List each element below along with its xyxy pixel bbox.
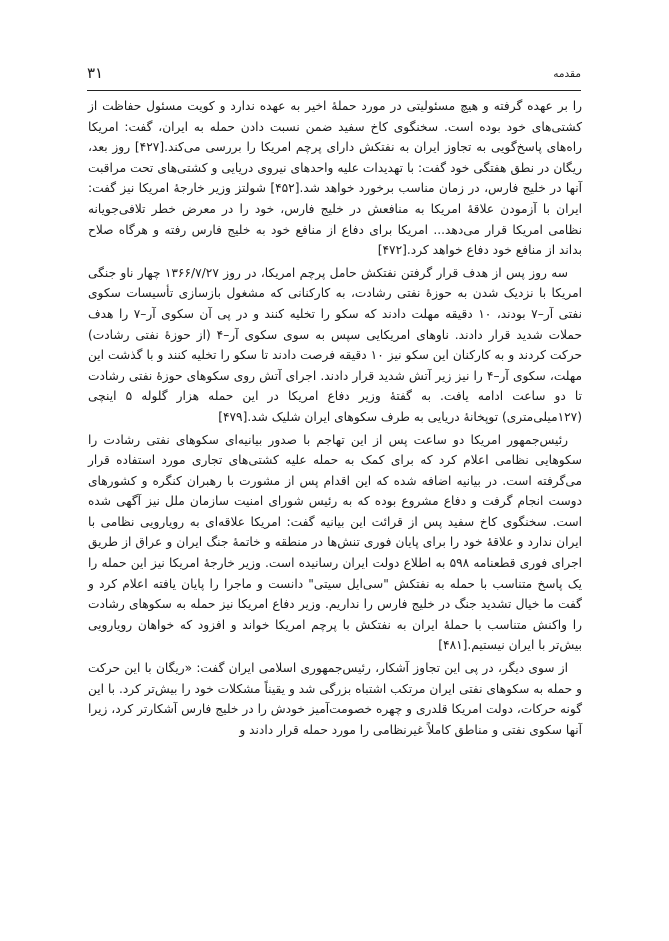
paragraph-4: از سوی دیگر، در پی این تجاوز آشکار، رئیس‌جمهوری اسلامی ایران گفت: «ریگان با این حرکت و حمله به سکوهای نفتی ایران مرتکب اشتباه بزرگی شد و یقیناً مشکلات خود را بیش‌تر کرد. با این گونه حرکات، دولت امریکا قلدری و چهره خصومت‌آمیز خودش را در خلیج فارس آشکارتر کرد، زیرا آنها سکوی نفتی و مناطق کاملاً غیرنظامی را مورد حمله قرار دادند و — [88, 661, 582, 737]
chapter-title: مقدمه — [553, 68, 581, 80]
paragraph-1: را بر عهده گرفته و هیچ مسئولیتی در مورد حملهٔ اخیر به عهده ندارد و کویت مسئول حفاظت از کشتی‌های خود بوده است. سخنگوی کاخ سفید ضمن نسبت دادن حمله به ایران، گفت: امریکا راه‌های پاسخ‌گویی به تجاوز ایران به نفتکش دارای پرچم امریکا را بررسی می‌کند.[۴۲۷] روز بعد، ریگان در نطق هفتگی خود گفت: با تهدیدات علیه واحدهای نیروی دریایی و کشتی‌های تحت مراقبت آنها در خلیج فارس، در زمان مناسب برخورد خواهد شد.[۴۵۲] شولتز وزیر خارجهٔ امریکا نیز گفت: ایران با آزمودن علاقهٔ امریکا به منافعش در خلیج فارس، خود را در معرض خطر تلافی‌جویانه نظامی امریکا قرار می‌دهد... امریکا برای دفاع از منافع خود به خلیج فارس رفته و هرگاه صلاح بداند از منافع خود دفاع خواهد کرد.[۴۷۲] — [88, 99, 583, 258]
body-text — [88, 96, 582, 740]
running-head — [87, 60, 581, 91]
page-number: ۳۱ — [87, 64, 104, 82]
paragraph-2: سه روز پس از هدف قرار گرفتن نفتکش حامل پرچم امریکا، در روز ۱۳۶۶/۷/۲۷ چهار ناو جنگی امریکا با نزدیک شدن به حوزهٔ نفتی رشادت، به کارکنانی که مشغول بازسازی تأسیسات سکوی نفتی آر–۷ بودند، ۱۰ دقیقه مهلت دادند که سکو را تخلیه کنند و در پی آن سکوی آر–۷ را هدف حملات شدید قرار دادند. ناوهای امریکایی سپس به سوی سکوی آر–۴ (از حوزهٔ نفتی رشادت) حرکت کردند و به کارکنان این سکو نیز ۱۰ دقیقه فرصت دادند تا سکو را تخلیه کنند و با گذشت این مهلت، سکوی آر–۴ را نیز زیر آتش شدید قرار دادند. اجرای آتش روی سکوهای حوزهٔ نفتی رشادت تا دو ساعت ادامه یافت. به گفتهٔ وزیر دفاع امریکا در این حمله هزار گلوله ۵ اینچی (۱۲۷میلی‌متری) توپخانهٔ دریایی به طرف سکوهای ایران شلیک شد.[۴۷۹] — [88, 265, 582, 424]
paragraph-3: رئیس‌جمهور امریکا دو ساعت پس از این تهاجم با صدور بیانیه‌ای سکوهای نفتی رشادت را سکوهایی نظامی اعلام کرد که برای کمک به حمله علیه کشتی‌های تجاری مورد استفاده قرار می‌گرفته است. در بیانیه اضافه شده که این اقدام پس از مشورت با رهبران کنگره و کشورهای دوست انجام گرفت و دفاع مشروع بوده که به رئیس شورای امنیت سازمان ملل نیز آگهی شده است. سخنگوی کاخ سفید پس از قرائت این بیانیه گفت: امریکا علاقه‌ای به رویارویی نظامی با ایران ندارد و علاقهٔ خود را برای پایان فوری تنش‌ها در منطقه و خاتمهٔ جنگ ایران و عراق از طریق اجرای فوری قطعنامه ۵۹۸ به اطلاع دولت ایران رسانیده است. وزیر خارجهٔ امریکا نیز این حمله را یک پاسخ متناسب با حمله به نفتکش "سی‌ایل سیتی" دانست و ماجرا را پایان یافته اعلام کرد و گفت ما خیال تشدید جنگ در خلیج فارس را نداریم. وزیر دفاع امریکا نیز حمله به سکوهای رشادت را واکنش متناسب با حملهٔ ایران به نفتکش با پرچم امریکا خواند و افزود که خواهان رویارویی بیش‌تر با ایران نیستیم.[۴۸۱] — [88, 432, 582, 653]
